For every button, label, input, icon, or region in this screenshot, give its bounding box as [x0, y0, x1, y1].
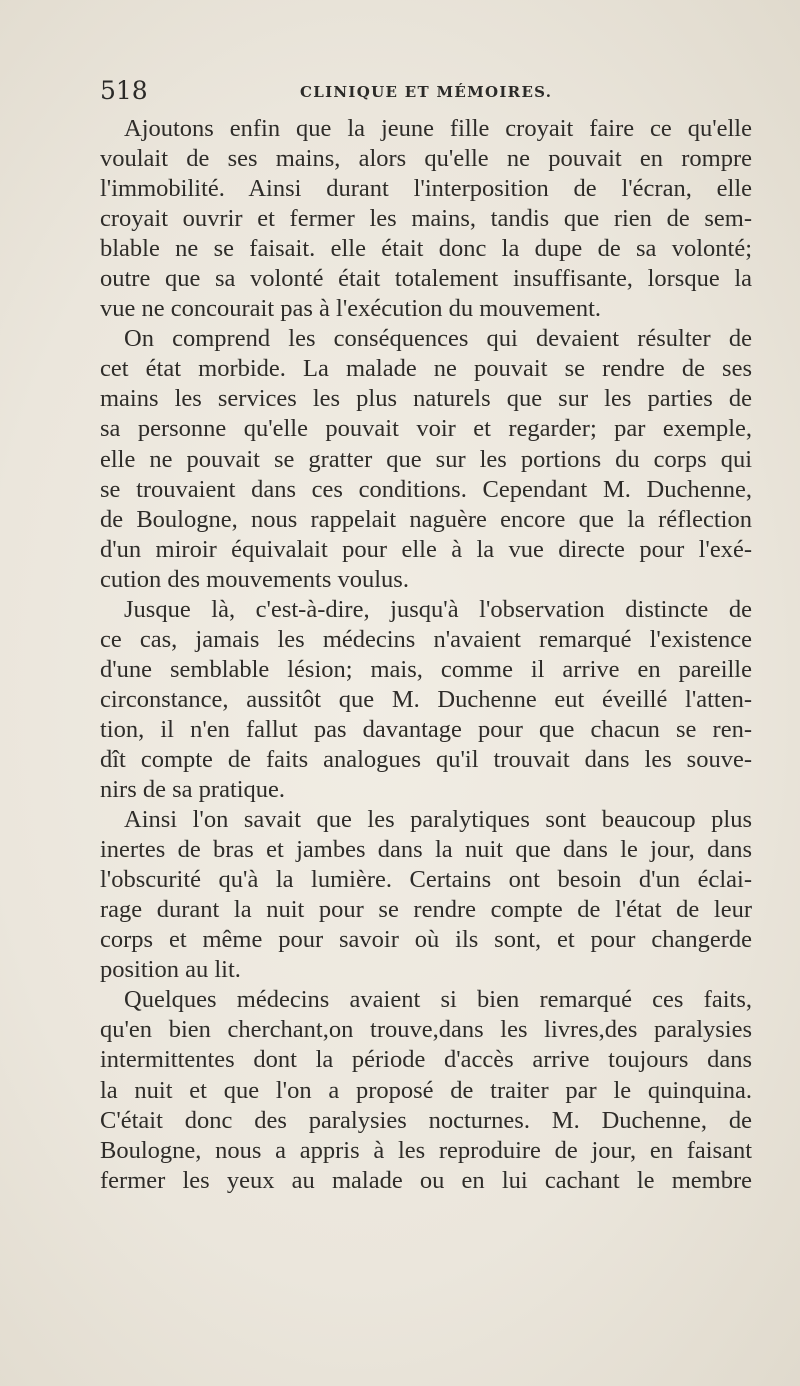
text-line: sa personne qu'elle pouvait voir et regarder; par exemple, [100, 415, 752, 443]
paragraph [100, 114, 752, 324]
text-line: Jusque là, c'est-à-dire, jusqu'à l'observation distincte de [124, 595, 752, 623]
text-line: fermer les yeux au malade ou en lui cachant le membre [100, 1166, 752, 1194]
text-line: outre que sa volonté était totalement insuffisante, lorsque la [100, 265, 752, 293]
text-line: cution des mouvements voulus. [100, 565, 409, 593]
text-line: position au lit. [100, 956, 241, 984]
text-line: C'était donc des paralysies nocturnes. M. Duchenne, de [100, 1106, 752, 1134]
text-line: Ajoutons enfin que la jeune fille croyait faire ce qu'elle [124, 115, 752, 142]
text-line: ce cas, jamais les médecins n'avaient remarqué l'existence [100, 625, 752, 653]
text-line: voulait de ses mains, alors qu'elle ne pouvait en rompre [100, 145, 752, 173]
text-line: d'un miroir équivalait pour elle à la vue directe pour l'exé- [100, 535, 752, 563]
page-number: 518 [100, 76, 148, 105]
text-line: intermittentes dont la période d'accès arrive toujours dans [100, 1046, 752, 1074]
page-header [100, 76, 660, 106]
text-line: tion, il n'en fallut pas davantage pour que chacun se ren- [100, 715, 752, 743]
text-line: vue ne concourait pas à l'exécution du mouvement. [100, 295, 602, 323]
text-line: de Boulogne, nous rappelait naguère encore que la réflection [100, 505, 752, 533]
running-head: CLINIQUE ET MÉMOIRES. [300, 83, 553, 101]
text-line: la nuit et que l'on a proposé de traiter par le quinquina. [100, 1076, 752, 1104]
text-line: inertes de bras et jambes dans la nuit que dans le jour, dans [100, 836, 752, 864]
body-text [100, 114, 752, 1196]
text-line: l'immobilité. Ainsi durant l'interposition de l'écran, elle [100, 175, 752, 203]
text-line: Quelques médecins avaient si bien remarqué ces faits, [124, 986, 752, 1014]
text-line: d'une semblable lésion; mais, comme il arrive en pareille [100, 655, 752, 683]
paragraph [100, 324, 752, 594]
text-line: cet état morbide. La malade ne pouvait se rendre de ses [100, 355, 752, 383]
text-line: croyait ouvrir et fermer les mains, tandis que rien de sem- [100, 205, 752, 233]
text-line: circonstance, aussitôt que M. Duchenne eut éveillé l'atten- [100, 685, 752, 713]
text-line: se trouvaient dans ces conditions. Cependant M. Duchenne, [100, 475, 752, 503]
paragraph [100, 985, 752, 1195]
paragraph [100, 805, 752, 985]
text-line: l'obscurité qu'à la lumière. Certains ont besoin d'un éclai- [100, 866, 752, 894]
text-line: dît compte de faits analogues qu'il trouvait dans les souve- [100, 745, 752, 773]
text-line: corps et même pour savoir où ils sont, et pour changerde [100, 926, 752, 954]
text-line: nirs de sa pratique. [100, 776, 286, 804]
text-line: On comprend les conséquences qui devaient résulter de [124, 325, 752, 353]
text-line: mains les services les plus naturels que sur les parties de [100, 385, 752, 413]
text-line: blable ne se faisait. elle était donc la dupe de sa volonté; [100, 235, 752, 263]
text-line: Ainsi l'on savait que les paralytiques sont beaucoup plus [124, 806, 752, 834]
text-line: rage durant la nuit pour se rendre compte de l'état de leur [100, 896, 752, 924]
text-line: qu'en bien cherchant,on trouve,dans les livres,des paralysies [100, 1016, 752, 1044]
text-line: Boulogne, nous a appris à les reproduire de jour, en faisant [100, 1136, 752, 1164]
text-line: elle ne pouvait se gratter que sur les portions du corps qui [100, 445, 752, 473]
paragraph [100, 595, 752, 805]
